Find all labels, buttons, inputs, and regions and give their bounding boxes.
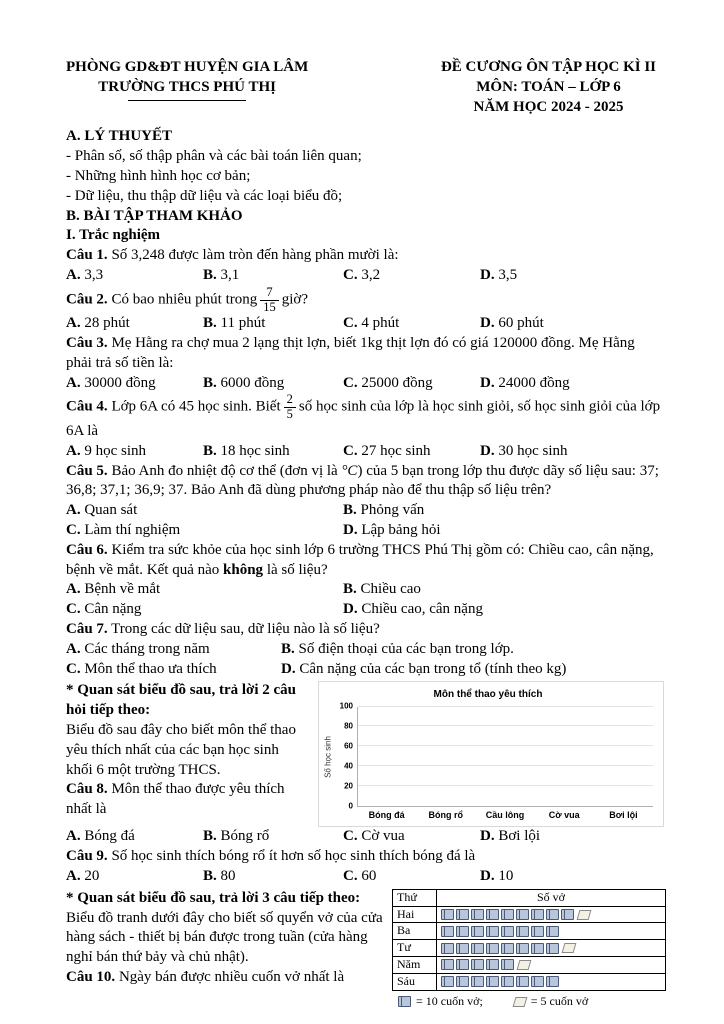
notebook-icons-cell [437, 957, 666, 974]
day-label: Ba [393, 923, 437, 940]
option-c: C. 27 học sinh [343, 442, 431, 459]
question-4-label: Câu 4. [66, 399, 108, 416]
chart-section [66, 681, 664, 827]
question-2: Câu 2. Có bao nhiêu phút trong $\frac{7}{15}$ giờ? [66, 284, 309, 314]
notebook-icon [501, 926, 514, 937]
option-c: C. 25000 đồng [343, 374, 433, 391]
pictogram-header-row [393, 889, 666, 906]
day-label: Tư [393, 940, 437, 957]
question-1-text: Số 3,248 được làm tròn đến hàng phần mười là: [111, 247, 399, 264]
notebook-icon [531, 926, 544, 937]
document-title: ĐỀ CƯƠNG ÔN TẬP HỌC KÌ II [440, 59, 656, 75]
option-b: B. 6000 đồng [203, 374, 285, 391]
school-year: NĂM HỌC 2024 - 2025 [473, 98, 624, 115]
notebook-icon [471, 909, 484, 920]
legend-full-label: = 10 cuốn vở; [416, 993, 483, 1008]
notebook-icon [531, 976, 544, 987]
y-axis [335, 701, 357, 811]
title-block [441, 58, 656, 117]
section-a-heading: A. LÝ THUYẾT [66, 128, 172, 145]
notebook-icon [441, 943, 454, 954]
option-b: B. Phỏng vấn [343, 502, 425, 519]
notebook-icon [546, 926, 559, 937]
x-tick-label: Cầu lông [485, 809, 525, 820]
question-5-label: Câu 5. [66, 462, 108, 479]
pictogram-legend [392, 994, 666, 1009]
option-a: A. Các tháng trong năm [66, 640, 210, 657]
document-header [66, 58, 664, 117]
option-c: C. Môn thể thao ưa thích [66, 660, 217, 677]
option-c: C. Cân nặng [66, 601, 142, 618]
question-3-label: Câu 3. [66, 335, 108, 352]
question-1 [66, 246, 664, 266]
y-tick-label: 60 [344, 741, 353, 751]
question-9-options [66, 867, 664, 887]
subject-line: MÔN: TOÁN – LỚP 6 [476, 78, 621, 95]
notebook-icons-cell [437, 906, 666, 923]
notebook-icon [471, 943, 484, 954]
notebook-icon [486, 909, 499, 920]
legend-half-label: = 5 cuốn vở [530, 993, 589, 1008]
y-tick-label: 20 [344, 781, 353, 791]
question-8-label: Câu 8. [66, 781, 108, 798]
y-axis-title: Số học sinh [323, 735, 333, 778]
half-notebook-icon [517, 960, 532, 970]
pictogram-table [392, 889, 666, 991]
option-a: A. 9 học sinh [66, 442, 147, 459]
pictogram-chart [392, 889, 666, 1009]
day-label: Năm [393, 957, 437, 974]
question-8: Câu 8. Môn thể thao được yêu thích nhất là [66, 781, 285, 818]
option-b: B. Chiều cao [343, 581, 421, 598]
notebook-icon [546, 976, 559, 987]
option-d: D. 3,5 [480, 266, 518, 283]
option-c: C. 4 phút [343, 315, 400, 332]
question-9-label: Câu 9. [66, 848, 108, 865]
question-9: Câu 9. Số học sinh thích bóng rổ ít hơn số học sinh thích bóng đá là [66, 848, 476, 865]
notebook-icon [456, 959, 469, 970]
notebook-icon [441, 926, 454, 937]
notebook-icons-cell [437, 923, 666, 940]
option-d: D. Lập bảng hỏi [343, 521, 441, 538]
option-a: A. Quan sát [66, 502, 138, 519]
option-d: D. 24000 đồng [480, 374, 570, 391]
day-label: Sáu [393, 973, 437, 990]
fraction: $\frac{7}{15}$ [260, 286, 279, 315]
notebook-icon [471, 976, 484, 987]
notebook-icon [486, 943, 499, 954]
x-axis [357, 807, 653, 822]
question-3: Câu 3. Mẹ Hằng ra chợ mua 2 lạng thịt lợn, biết 1kg thịt lợn đó có giá 120000 đồng. Mẹ Hằng phải trả số tiền là: [66, 335, 635, 371]
question-7-label: Câu 7. [66, 620, 108, 637]
question-2-label: Câu 2. [66, 291, 108, 308]
school-block [66, 58, 308, 117]
notebook-icon [486, 926, 499, 937]
notebook-icon [471, 959, 484, 970]
school-name: TRƯỜNG THCS PHÚ THỊ [98, 78, 276, 95]
notebook-icon [531, 909, 544, 920]
option-a: A. 28 phút [66, 315, 130, 332]
option-b: B. Bóng rổ [203, 828, 270, 845]
notebook-icon [456, 976, 469, 987]
bars [358, 707, 653, 806]
question-4-options [66, 442, 664, 462]
y-tick-label: 40 [344, 761, 353, 771]
question-1-label: Câu 1. [66, 247, 108, 264]
pictogram-row [393, 940, 666, 957]
notebook-icon [501, 959, 514, 970]
notebook-icon [546, 909, 559, 920]
notebook-icon [441, 909, 454, 920]
option-d: D. Chiều cao, cân nặng [343, 601, 483, 618]
question-10: Câu 10. Ngày bán được nhiều cuốn vở nhất là [66, 968, 345, 985]
x-tick-label: Bơi lội [609, 809, 638, 820]
question-2-options [66, 314, 664, 334]
notebook-icon [441, 976, 454, 987]
notebook-icon [546, 943, 559, 954]
notebook-icon [501, 976, 514, 987]
notebook-icon [456, 943, 469, 954]
x-tick-label: Bóng rổ [428, 809, 464, 820]
notebook-icon [516, 926, 529, 937]
option-b: B. Số điện thoại của các bạn trong lớp. [281, 640, 514, 657]
question-5: Câu 5. Bảo Anh đo nhiệt độ cơ thể (đơn vị là °C) của 5 bạn trong lớp thu được dãy số liệu sau: 37; 36,8; 37,1; 36,9; 37. Bảo Anh đã dùng phương pháp nào để thu thập số liệu trên? [66, 462, 659, 499]
pictogram-row [393, 973, 666, 990]
notebook-icon [501, 909, 514, 920]
question-1-options [66, 266, 664, 286]
chart-body [323, 701, 653, 822]
option-c: C. Làm thí nghiệm [66, 521, 181, 538]
theory-item-3: - Dữ liệu, thu thập dữ liệu và các loại biểu đồ; [66, 187, 343, 204]
chart-title: Môn thể thao yêu thích [433, 689, 543, 701]
pictogram-row [393, 923, 666, 940]
notebook-icon [471, 926, 484, 937]
notebook-icon [486, 959, 499, 970]
column-header-day: Thứ [393, 889, 437, 906]
option-d: D. 30 học sinh [480, 442, 568, 459]
option-c: C. 3,2 [343, 266, 381, 283]
option-c: C. Cờ vua [343, 828, 405, 845]
option-a: A. 30000 đồng [66, 374, 156, 391]
x-tick-label: Bóng đá [368, 809, 405, 820]
option-d: D. 10 [480, 867, 514, 884]
bar-chart [318, 681, 664, 827]
question-5-options [66, 501, 664, 541]
y-tick-label: 80 [344, 721, 353, 731]
option-a: A. Bệnh về mắt [66, 581, 161, 598]
notebook-icon [531, 943, 544, 954]
notebook-icon [441, 959, 454, 970]
department-name: PHÒNG GD&ĐT HUYỆN GIA LÂM [66, 59, 309, 75]
column-header-value: Số vở [437, 889, 666, 906]
option-a: A. 3,3 [66, 266, 104, 283]
y-tick-label: 0 [348, 801, 353, 811]
notebook-icon [561, 909, 574, 920]
question-6-options [66, 580, 664, 620]
option-b: B. 80 [203, 867, 236, 884]
pictogram-row [393, 906, 666, 923]
half-notebook-icon [577, 910, 592, 920]
notebook-icon [456, 909, 469, 920]
pictogram-section-text [66, 889, 384, 988]
notebook-icon [516, 976, 529, 987]
option-d: D. Cân nặng của các bạn trong tổ (tính theo kg) [281, 660, 567, 677]
y-tick-label: 100 [339, 701, 353, 711]
option-d: D. Bơi lội [480, 828, 541, 845]
chart-description: Biểu đồ sau đây cho biết môn thể thao yêu thích nhất của các bạn học sinh khối 6 một trường THCS. [66, 721, 296, 778]
unit-celsius: °C [341, 462, 358, 479]
x-tick-label: Cờ vua [548, 809, 580, 820]
question-6-label: Câu 6. [66, 541, 108, 558]
theory-item-2: - Những hình hình học cơ bản; [66, 167, 251, 184]
option-b: B. 18 học sinh [203, 442, 290, 459]
pictogram-row [393, 957, 666, 974]
notebook-icon [501, 943, 514, 954]
question-8-options [66, 827, 664, 847]
notebook-icon [486, 976, 499, 987]
pictogram-section [66, 889, 664, 1009]
plot-area [357, 707, 653, 807]
option-d: D. 60 phút [480, 315, 544, 332]
notebook-icons-cell [437, 973, 666, 990]
option-a: A. 20 [66, 867, 100, 884]
pictogram-description: Biểu đồ tranh dưới đây cho biết số quyển vở của cửa hàng sách - thiết bị bán được trong tuần (cửa hàng nghỉ bán thứ bảy và chủ nhật). [66, 909, 383, 966]
half-notebook-icon [512, 997, 527, 1007]
chart-note: * Quan sát biểu đồ sau, trả lời 2 câu hỏi tiếp theo: [66, 682, 297, 719]
option-b: B. 3,1 [203, 266, 240, 283]
section-b-heading: B. BÀI TẬP THAM KHẢO [66, 207, 243, 224]
emphasized-word: không [223, 561, 264, 578]
header-underline [128, 100, 246, 101]
chart-section-text [66, 681, 306, 820]
notebook-icons-cell [437, 940, 666, 957]
option-c: C. 60 [343, 867, 377, 884]
question-10-label: Câu 10. [66, 968, 116, 985]
pictogram-note: * Quan sát biểu đồ sau, trả lời 3 câu tiếp theo: [66, 889, 361, 906]
question-7-options [66, 640, 664, 680]
notebook-icon [456, 926, 469, 937]
fraction: $\frac{2}{5}$ [284, 393, 296, 422]
option-a: A. Bóng đá [66, 828, 135, 845]
question-4: Câu 4. Lớp 6A có 45 học sinh. Biết $\frac{2}{5}$ số học sinh của lớp là học sinh giỏi, số học sinh giỏi của lớp 6A là [66, 392, 661, 439]
half-notebook-icon [562, 943, 577, 953]
notebook-icon [516, 909, 529, 920]
notebook-icon [398, 996, 411, 1007]
question-3-options [66, 374, 664, 394]
day-label: Hai [393, 906, 437, 923]
question-7: Câu 7. Trong các dữ liệu sau, dữ liệu nào là số liệu? [66, 620, 380, 637]
option-b: B. 11 phút [203, 315, 266, 332]
section-i-heading: I. Trắc nghiệm [66, 227, 161, 244]
question-6: Câu 6. Kiểm tra sức khỏe của học sinh lớp 6 trường THCS Phú Thị gồm có: Chiều cao, cân nặng, bệnh về mắt. Kết quả nào không là số liệu? [66, 541, 654, 578]
theory-item-1: - Phân số, số thập phân và các bài toán liên quan; [66, 148, 362, 165]
notebook-icon [516, 943, 529, 954]
